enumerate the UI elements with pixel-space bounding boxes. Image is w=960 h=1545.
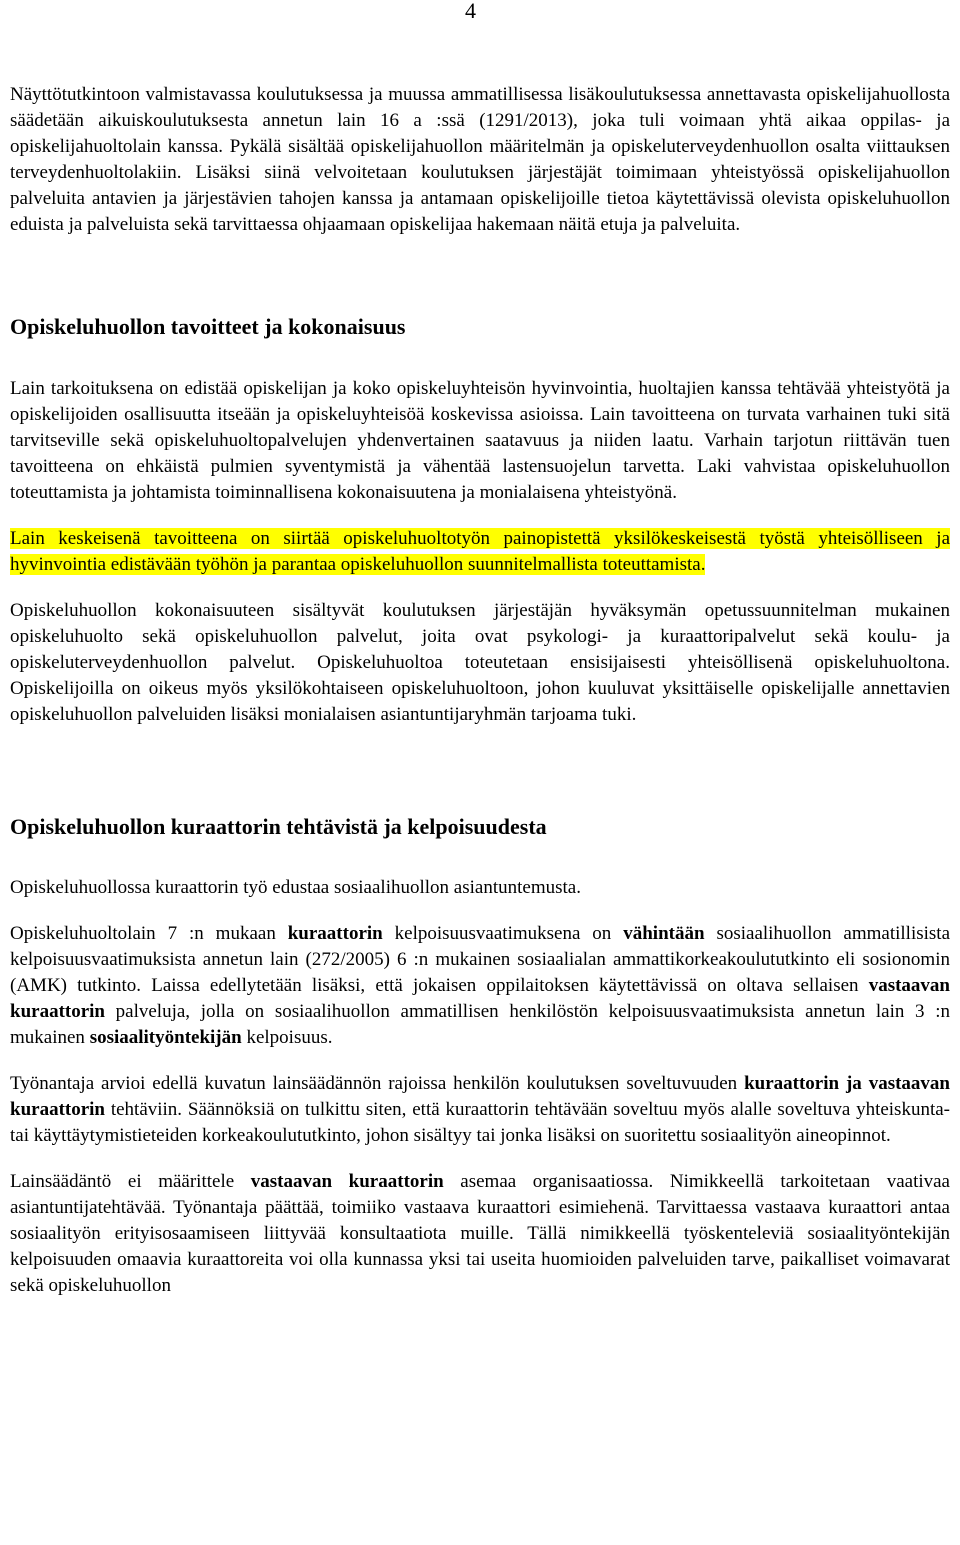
text-run: Työnantaja arvioi edellä kuvatun lainsäädännön rajoissa henkilön koulutuksen soveltuvuuden bbox=[10, 1073, 745, 1094]
paragraph-employer-assessment bbox=[10, 1071, 950, 1149]
text-run: kelpoisuusvaatimuksena on bbox=[382, 923, 624, 944]
bold-term: kuraattorin ja vastaavan kuraattorin bbox=[10, 1073, 950, 1120]
text-run: kelpoisuus. bbox=[241, 1027, 333, 1048]
page-number: 4 bbox=[465, 0, 476, 23]
bold-term: sosiaalityöntekijän bbox=[89, 1027, 242, 1048]
highlighted-text: Lain keskeisenä tavoitteena on siirtää opiskeluhuoltotyön painopistettä yksilökeskeisestä työstä yhteisölliseen ja hyvinvointia edistävään työhön ja parantaa opiskeluhuollon suunnitelmallista toteuttamista. bbox=[10, 528, 950, 575]
text-run: asemaa organisaatiossa. Nimikkeellä tarkoitetaan vaativaa asiantuntijatehtävää. Työnantaja päättää, toimiiko vastaava kuraattori esimiehenä. Tarvittaessa vastaava kuraattori antaa sosiaalityön erityisosaamiseen liittyvää konsultaatiota muille. Tällä nimikkeellä työskenteleviä sosiaalityöntekijän kelpoisuuden omaavia kuraattoreita voi olla kunnassa yksi tai useita huomioiden palveluiden tarve, paikalliset voimavarat sekä opiskeluhuollon bbox=[10, 1171, 950, 1296]
paragraph-head-curator bbox=[10, 1169, 950, 1299]
bold-term: vastaavan kuraattorin bbox=[250, 1171, 444, 1192]
text-run: Lainsäädäntö ei määrittele bbox=[10, 1171, 251, 1192]
text-run: tehtäviin. Säännöksiä on tulkittu siten, että kuraattorin tehtävään soveltuu myös alalle soveltuva yhteiskunta- tai käyttäytymistieteiden korkeakoulututkinto, johon sisältyy tai jonka lisäksi on suoritettu sosiaalityön aineopinnot. bbox=[10, 1099, 950, 1146]
text-run: sosiaalihuollon ammatillisista kelpoisuusvaatimuksista annetun lain (272/2005) 6 :n mukainen sosiaalialan ammattikorkeakoulututkinto eli sosionomin (AMK) tutkinto. Laissa edellytetään lisäksi, että jokaisen oppilaitoksen käytettävissä on oltava sellaisen bbox=[10, 923, 950, 996]
paragraph-curator-expertise: Opiskeluhuollossa kuraattorin työ edustaa sosiaalihuollon asiantuntemusta. bbox=[10, 877, 581, 898]
text-run: Opiskeluhuoltolain 7 :n mukaan bbox=[10, 923, 288, 944]
paragraph-goals: Lain tarkoituksena on edistää opiskelijan ja koko opiskeluyhteisön hyvinvointia, huoltajien kanssa tehtävää yhteistyötä ja opiskelijoiden osallisuutta itseään ja opiskeluyhteisöä koskevissa asioissa. Lain tavoitteena on turvata varhainen tuki sitä tarvitseville sekä opiskeluhuoltopalvelujen yhdenvertainen saatavuus ja niiden laatu. Varhain tarjotun riittävän tuen tavoitteena on ehkäistä pulmien syventymistä ja vähentää lastensuojelun tarvetta. Laki vahvistaa opiskeluhuollon toteuttamista ja johtamista toiminnallisena kokonaisuutena ja monialaisena yhteistyönä. bbox=[10, 378, 950, 503]
paragraph-curator-qualification bbox=[10, 921, 950, 1051]
bold-term: vähintään bbox=[623, 923, 705, 944]
text-run: palveluja, jolla on sosiaalihuollon ammatillisen henkilöstön kelpoisuusvaatimuksista annetun lain 3 :n mukainen bbox=[10, 1001, 950, 1048]
paragraph-highlighted bbox=[10, 526, 950, 578]
section-heading-curator: Opiskeluhuollon kuraattorin tehtävistä ja kelpoisuudesta bbox=[10, 814, 547, 839]
paragraph-intro: Näyttötutkintoon valmistavassa koulutuksessa ja muussa ammatillisessa lisäkoulutuksessa annettavasta opiskelijahuollosta säädetään aikuiskoulutuksesta annetun lain 16 a :ssä (1291/2013), joka tuli voimaan yhtä aikaa oppilas- ja opiskelijahuoltolain kanssa. Pykälä sisältää opiskelijahuollon määritelmän ja opiskeluterveydenhuollon osalta viittauksen terveydenhuoltolakiin. Lisäksi siinä velvoitetaan koulutuksen järjestäjät toimimaan yhteistyössä opiskelijahuollon palveluita antavien ja järjestävien tahojen kanssa ja antamaan opiskelijoille tietoa käytettävissä olevista opiskeluhuollon eduista ja palveluista sekä tarvittaessa ohjaamaan opiskelijaa hakemaan näitä etuja ja palveluita. bbox=[10, 84, 950, 235]
bold-term: vastaavan kuraattorin bbox=[10, 975, 950, 1022]
document-body bbox=[10, 82, 950, 1299]
section-heading-goals: Opiskeluhuollon tavoitteet ja kokonaisuus bbox=[10, 314, 406, 339]
paragraph-entirety: Opiskeluhuollon kokonaisuuteen sisältyvät koulutuksen järjestäjän hyväksymän opetussuunnitelman mukainen opiskeluhuolto sekä opiskeluhuollon palvelut, joita ovat psykologi- ja kuraattoripalvelut sekä koulu- ja opiskeluterveydenhuollon palvelut. Opiskeluhuoltoa toteutetaan ensisijaisesti yhteisöllisenä opiskeluhuoltona. Opiskelijoilla on oikeus myös yksilökohtaiseen opiskeluhuoltoon, johon kuuluvat yksittäiselle opiskelijalle annettavien opiskeluhuollon palveluiden lisäksi monialaisen asiantuntijaryhmän tarjoama tuki. bbox=[10, 600, 950, 725]
bold-term: kuraattorin bbox=[287, 923, 383, 944]
